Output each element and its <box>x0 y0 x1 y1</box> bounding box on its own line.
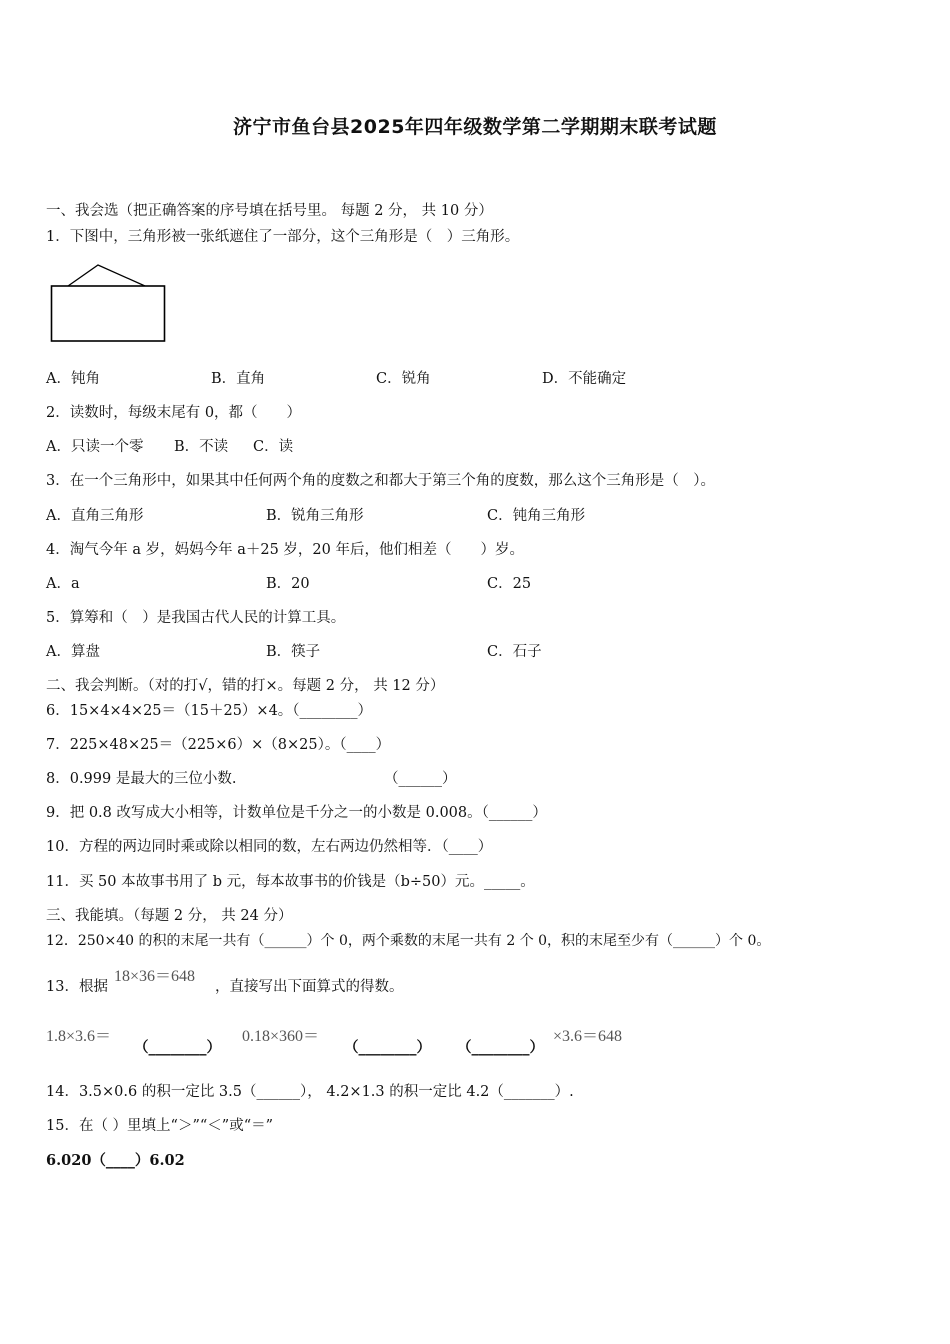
q1-option-a: A．钝角 <box>46 371 100 387</box>
question-12: 12．250×40 的积的末尾一共有（______）个 0，两个乘数的末尾一共有 2 个 0，积的末尾至少有（______）个 0。 <box>46 933 771 949</box>
q13-expression-2: 0.18×360＝ <box>242 1028 320 1045</box>
q1-option-d: D．不能确定 <box>542 371 627 387</box>
question-10: 10．方程的两边同时乘或除以相同的数，左右两边仍然相等．（____） <box>46 839 493 855</box>
q2-option-b: B．不读 <box>174 439 229 455</box>
q2-option-a: A．只读一个零 <box>46 439 144 455</box>
q1-option-b: B．直角 <box>211 371 266 387</box>
question-6: 6．15×4×4×25＝（15＋25）×4。（________） <box>46 703 373 719</box>
question-1: 1．下图中，三角形被一张纸遮住了一部分，这个三角形是（ ）三角形。 <box>46 229 520 245</box>
q13-blank-3: （________） <box>457 1039 544 1056</box>
question-7: 7．225×48×25＝（225×6）×（8×25）。（____） <box>46 737 391 753</box>
q13-given-formula: 18×36＝648 <box>114 968 196 985</box>
q3-option-c: C．钝角三角形 <box>487 508 586 524</box>
question-4: 4．淘气今年 a 岁，妈妈今年 a＋25 岁，20 年后，他们相差（ ）岁。 <box>46 542 524 558</box>
q13-expression-1: 1.8×3.6＝ <box>46 1028 112 1045</box>
section-2-heading: 二、我会判断。（对的打√，错的打×。每题 2 分， 共 12 分） <box>46 678 445 694</box>
question-2: 2．读数时，每级末尾有 0，都（ ） <box>46 405 302 421</box>
question-5: 5．算筹和（ ）是我国古代人民的计算工具。 <box>46 610 346 626</box>
q13-expression-3: ×3.6＝648 <box>553 1028 623 1045</box>
question-14: 14．3.5×0.6 的积一定比 3.5（______）， 4.2×1.3 的积一定比 4.2（_______）. <box>46 1084 574 1100</box>
q3-option-a: A．直角三角形 <box>46 508 144 524</box>
q2-option-c: C．读 <box>253 439 294 455</box>
q3-option-b: B．锐角三角形 <box>266 508 364 524</box>
q15-item-1: 6.020（____）6.02 <box>46 1152 185 1169</box>
q13-blank-2: （________） <box>344 1039 431 1056</box>
q4-option-c: C．25 <box>487 576 532 592</box>
q5-option-c: C．石子 <box>487 644 542 660</box>
page-title: 济宁市鱼台县2025年四年级数学第二学期期末联考试题 <box>233 116 717 138</box>
section-1-heading: 一、我会选（把正确答案的序号填在括号里。 每题 2 分， 共 10 分） <box>46 203 493 219</box>
q4-option-b: B．20 <box>266 576 310 592</box>
question-8: 8．0.999 是最大的三位小数. <box>46 771 237 787</box>
q8-answer-blank: （______） <box>384 771 457 787</box>
q13-suffix: ，直接写出下面算式的得数。 <box>215 979 404 995</box>
q1-option-c: C．锐角 <box>376 371 431 387</box>
question-11: 11．买 50 本故事书用了 b 元，每本故事书的价钱是（b÷50）元。_____。 <box>46 874 535 890</box>
q13-blank-1: （________） <box>134 1039 221 1056</box>
question-3: 3．在一个三角形中，如果其中任何两个角的度数之和都大于第三个角的度数，那么这个三角形是（ ）。 <box>46 473 715 489</box>
question-15: 15．在（ ）里填上“＞”“＜”或“＝” <box>46 1118 274 1134</box>
q5-option-a: A．算盘 <box>46 644 100 660</box>
section-3-heading: 三、我能填。（每题 2 分， 共 24 分） <box>46 908 293 924</box>
covered-triangle-figure <box>48 262 170 344</box>
q5-option-b: B．筷子 <box>266 644 321 660</box>
question-9: 9．把 0.8 改写成大小相等，计数单位是千分之一的小数是 0.008。（______） <box>46 805 547 821</box>
q13-prefix: 13．根据 <box>46 979 108 995</box>
q4-option-a: A．a <box>46 576 80 592</box>
